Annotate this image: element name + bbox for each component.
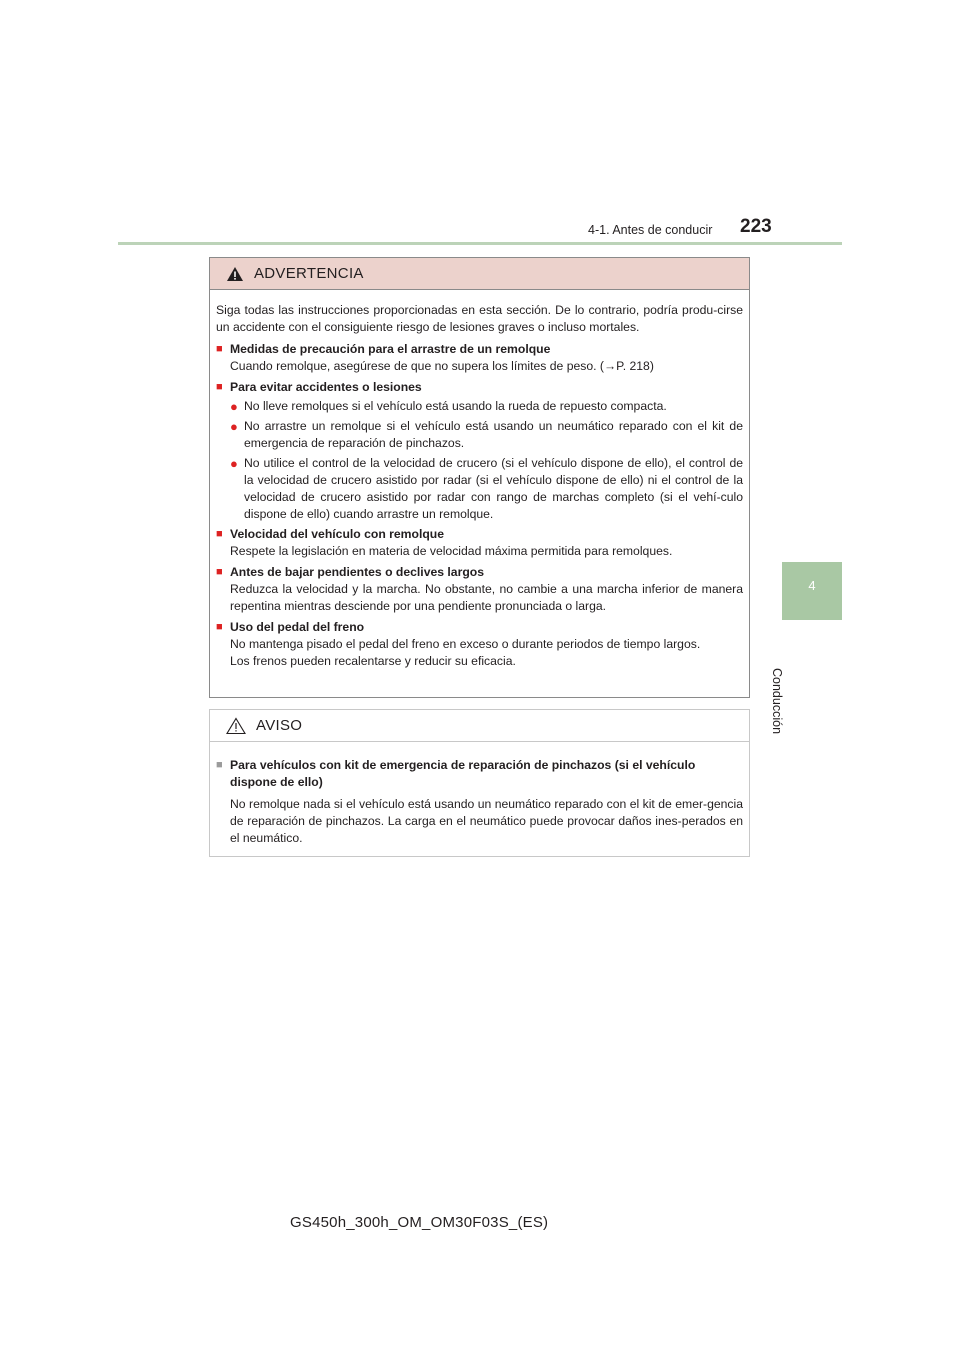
- section-text: Respete la legislación en materia de velocidad máxima permitida para remolques.: [230, 544, 673, 558]
- warning-box: [209, 257, 750, 698]
- square-bullet-icon: ■: [216, 621, 223, 633]
- notice-body: [210, 742, 749, 847]
- list-item: ● No utilice el control de la velocidad de crucero (si el vehículo dispone de ello), el control de la velocidad de crucero asistido por radar (si el vehículo dispone de ello) ni el control de la velocidad de crucero asistido por radar con rango de marchas completo (si el vehí-culo dispone de ello) cuando arrastre un remolque.: [230, 456, 743, 521]
- square-bullet-icon: ■: [216, 566, 223, 578]
- chapter-tab: 4: [782, 562, 842, 620]
- warning-header: [210, 258, 749, 290]
- square-bullet-icon: ■: [216, 528, 223, 540]
- document-code: GS450h_300h_OM_OM30F03S_(ES): [290, 1214, 549, 1231]
- section-heading: ■ Medidas de precaución para el arrastre de un remolque: [216, 342, 551, 356]
- section-text: No remolque nada si el vehículo está usando un neumático reparado con el kit de emer-gencia de reparación de pinchazos. La carga en el neumático puede provocar daños ines-perados en el neumático.: [230, 797, 743, 845]
- square-bullet-icon: ■: [216, 759, 223, 771]
- list-item: ● No arrastre un remolque si el vehículo está usando un neumático reparado con el kit de emergencia de reparación de pinchazos.: [230, 419, 743, 450]
- warning-triangle-icon: [226, 266, 244, 282]
- caution-triangle-icon: [226, 717, 246, 735]
- section-title: 4-1. Antes de conducir: [588, 223, 713, 237]
- square-bullet-icon: ■: [216, 381, 223, 393]
- section-heading: ■ Para evitar accidentes o lesiones: [216, 380, 422, 394]
- page-number: 223: [740, 216, 772, 237]
- circle-bullet-icon: ●: [230, 419, 238, 434]
- notice-title: AVISO: [256, 717, 303, 734]
- circle-bullet-icon: ●: [230, 399, 238, 414]
- list-item: ● No lleve remolques si el vehículo está usando la rueda de repuesto compacta.: [230, 399, 667, 414]
- section-text: Los frenos pueden recalentarse y reducir su eficacia.: [230, 654, 516, 668]
- notice-box: [209, 709, 750, 857]
- square-bullet-icon: ■: [216, 343, 223, 355]
- section-text: Cuando remolque, asegúrese de que no supera los límites de peso. (→P. 218): [230, 359, 654, 373]
- section-heading: ■ Antes de bajar pendientes o declives largos: [216, 565, 484, 579]
- warning-title: ADVERTENCIA: [254, 265, 364, 282]
- notice-header: [210, 710, 749, 742]
- section-heading: ■ Para vehículos con kit de emergencia de reparación de pinchazos (si el vehículo dispone de ello): [216, 758, 696, 789]
- section-heading: ■ Velocidad del vehículo con remolque: [216, 527, 445, 541]
- section-heading: ■ Uso del pedal del freno: [216, 620, 365, 634]
- warning-body: [210, 290, 749, 670]
- section-text: Reduzca la velocidad y la marcha. No obstante, no cambie a una marcha inferior de manera repentina mientras desciende por una pendiente pronunciada o larga.: [230, 582, 743, 613]
- circle-bullet-icon: ●: [230, 456, 238, 471]
- section-text: No mantenga pisado el pedal del freno en exceso o durante periodos de tiempo largos.: [230, 637, 701, 651]
- header-rule: [118, 242, 842, 245]
- warning-intro: Siga todas las instrucciones proporcionadas en esta sección. De lo contrario, podría produ-cirse un accidente con el consiguiente riesgo de lesiones graves o incluso mortales.: [216, 303, 743, 334]
- chapter-label: Conducción: [770, 668, 784, 735]
